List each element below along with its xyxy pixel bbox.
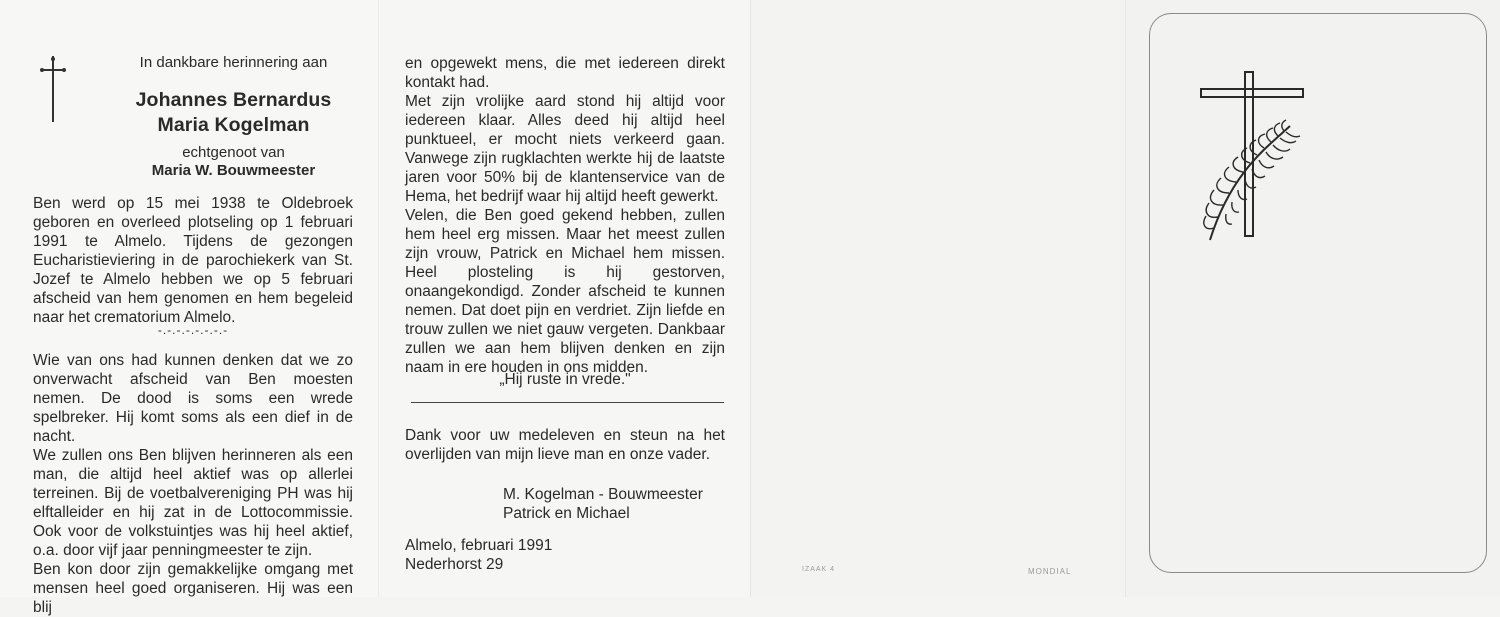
cross-with-palm-branch-icon — [1196, 68, 1308, 248]
fold-line — [378, 0, 379, 597]
deceased-name-line2: Maria Kogelman — [157, 114, 310, 136]
address: Nederhorst 29 — [405, 556, 504, 573]
memorial-paragraph: Met zijn vrolijke aard stond hij altijd voor iedereen klaar. Alles deed hij altijd heel punktueel, er mocht niets verkeerd gaan. Vanwege zijn rugklachten werkte hij de laatste jaren voor 50% bij de klantenservice van de Hema, het bedrijf waar hij altijd heeft gewerkt. — [405, 93, 725, 205]
biography-paragraph: Ben werd op 15 mei 1938 te Oldebroek geboren en overleed plotseling op 1 februari 1991 te Almelo. Tijdens de gezongen Eucharistieviering in de parochiekerk van St. Jozef te Almelo hebben we op 5 februari afscheid van hem genomen en hem begeleid naar het crematorium Almelo. — [33, 195, 353, 326]
memorial-paragraph: We zullen ons Ben blijven herinneren als een man, die altijd heel aktief was op allerlei terreinen. Bij de voetbalvereniging PH was hij elftalleider en hij zat in de Lottocommissie. Ook voor de volkstuintjes was hij heel aktief, o.a. door vijf jaar penningmeester te zijn. — [33, 447, 353, 559]
spouse-label: echtgenoot van — [182, 144, 285, 161]
memorial-paragraph: en opgewekt mens, die met iedereen direkt kontakt had. — [405, 55, 725, 91]
signature-line: M. Kogelman - Bouwmeester — [503, 486, 703, 503]
rest-in-peace-text: „Hij ruste in vrede." — [499, 371, 631, 388]
small-cross-icon — [38, 54, 68, 124]
card-panel-blank — [750, 0, 1125, 597]
separator: -.-.-.-.-.-.-.- — [157, 323, 229, 337]
fold-line — [1125, 0, 1126, 597]
intro-text: In dankbare herinnering aan — [139, 54, 328, 71]
print-code-right: MONDIAL — [1028, 567, 1072, 576]
divider-line — [411, 402, 724, 403]
memorial-text-block — [33, 351, 353, 617]
memorial-paragraph: Ben kon door zijn gemakkelijke omgang met mensen heel goed organiseren. Hij was een blij — [33, 561, 353, 616]
deceased-name-line1: Johannes Bernardus — [135, 89, 332, 111]
spouse-name: Maria W. Bouwmeester — [151, 162, 316, 179]
memorial-paragraph: Velen, die Ben goed gekend hebben, zullen hem heel erg missen. Maar het meest zullen zijn vrouw, Patrick en Michael hem missen. Heel plosteling is hij gestorven, onaangekondigd. Zonder afscheid te kunnen nemen. Dat doet pijn en verdriet. Zijn liefde en trouw zullen we niet gauw vergeten. Dankbaar zullen we aan hem blijven denken en zijn naam in ere houden in ons midden. — [405, 207, 725, 376]
memorial-paragraph: Wie van ons had kunnen denken dat we zo onverwacht afscheid van Ben moesten nemen. De dood is soms een wrede spelbreker. Hij komt soms als een dief in de nacht. — [33, 352, 353, 445]
place-date: Almelo, februari 1991 — [405, 537, 553, 554]
fold-line — [750, 0, 751, 597]
signature-line: Patrick en Michael — [503, 505, 630, 522]
print-code-left: IZAAK 4 — [802, 566, 836, 573]
memorial-text-block — [405, 54, 725, 377]
thanks-paragraph: Dank voor uw medeleven en steun na het overlijden van mijn lieve man en onze vader. — [405, 427, 725, 463]
